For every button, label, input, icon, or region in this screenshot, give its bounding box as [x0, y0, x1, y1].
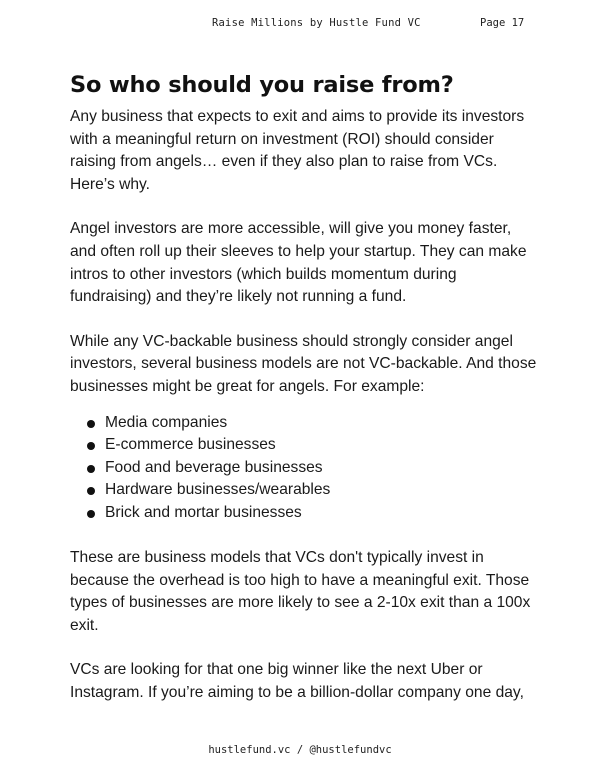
- section-heading: So who should you raise from?: [70, 72, 454, 98]
- paragraph-vc-overhead: These are business models that VCs don't typically invest in because the overhead is too high to have a meaningful exit. Those types of businesses are more likely to see a 2-10x exit than a 100x exit.: [70, 549, 531, 634]
- paragraph-angel-benefits: Angel investors are more accessible, will give you money faster, and often roll up their sleeves to help your startup. They can make intros to other investors (which builds momentum during fundraising) and they’re likely not running a fund.: [70, 220, 527, 306]
- list-item: [87, 434, 540, 457]
- page-number: Page 17: [480, 17, 525, 29]
- page-content: [70, 70, 540, 727]
- list-item-text: E-commerce businesses: [105, 436, 276, 454]
- list-item: [87, 457, 540, 480]
- list-item: [87, 412, 540, 435]
- list-item-text: Food and beverage businesses: [105, 458, 323, 476]
- list-item-text: Brick and mortar businesses: [105, 503, 302, 521]
- bullet-icon: [87, 465, 95, 473]
- footer-links: hustlefund.vc / @hustlefundvc: [208, 744, 392, 756]
- bullet-icon: [87, 487, 95, 495]
- paragraph-non-vc-backable: While any VC-backable business should strongly consider angel investors, several business models are not VC-backable. And those businesses might be great for angels. For example:: [70, 332, 537, 395]
- running-header-title: Raise Millions by Hustle Fund VC: [212, 17, 421, 29]
- list-item: [87, 479, 540, 502]
- list-item: [87, 502, 540, 525]
- list-item-text: Media companies: [105, 413, 228, 431]
- bullet-icon: [87, 442, 95, 450]
- paragraph-raise-from-angels: Any business that expects to exit and aims to provide its investors with a meaningful return on investment (ROI) should consider raising from angels… even if they also plan to raise from VCs. Here’s why.: [70, 108, 525, 193]
- bullet-icon: [87, 510, 95, 518]
- paragraph-big-winner: VCs are looking for that one big winner like the next Uber or Instagram. If you’re aiming to be a billion-dollar company one day,: [70, 661, 524, 701]
- bullet-icon: [87, 420, 95, 428]
- business-model-list: [70, 412, 540, 525]
- list-item-text: Hardware businesses/wearables: [105, 481, 331, 499]
